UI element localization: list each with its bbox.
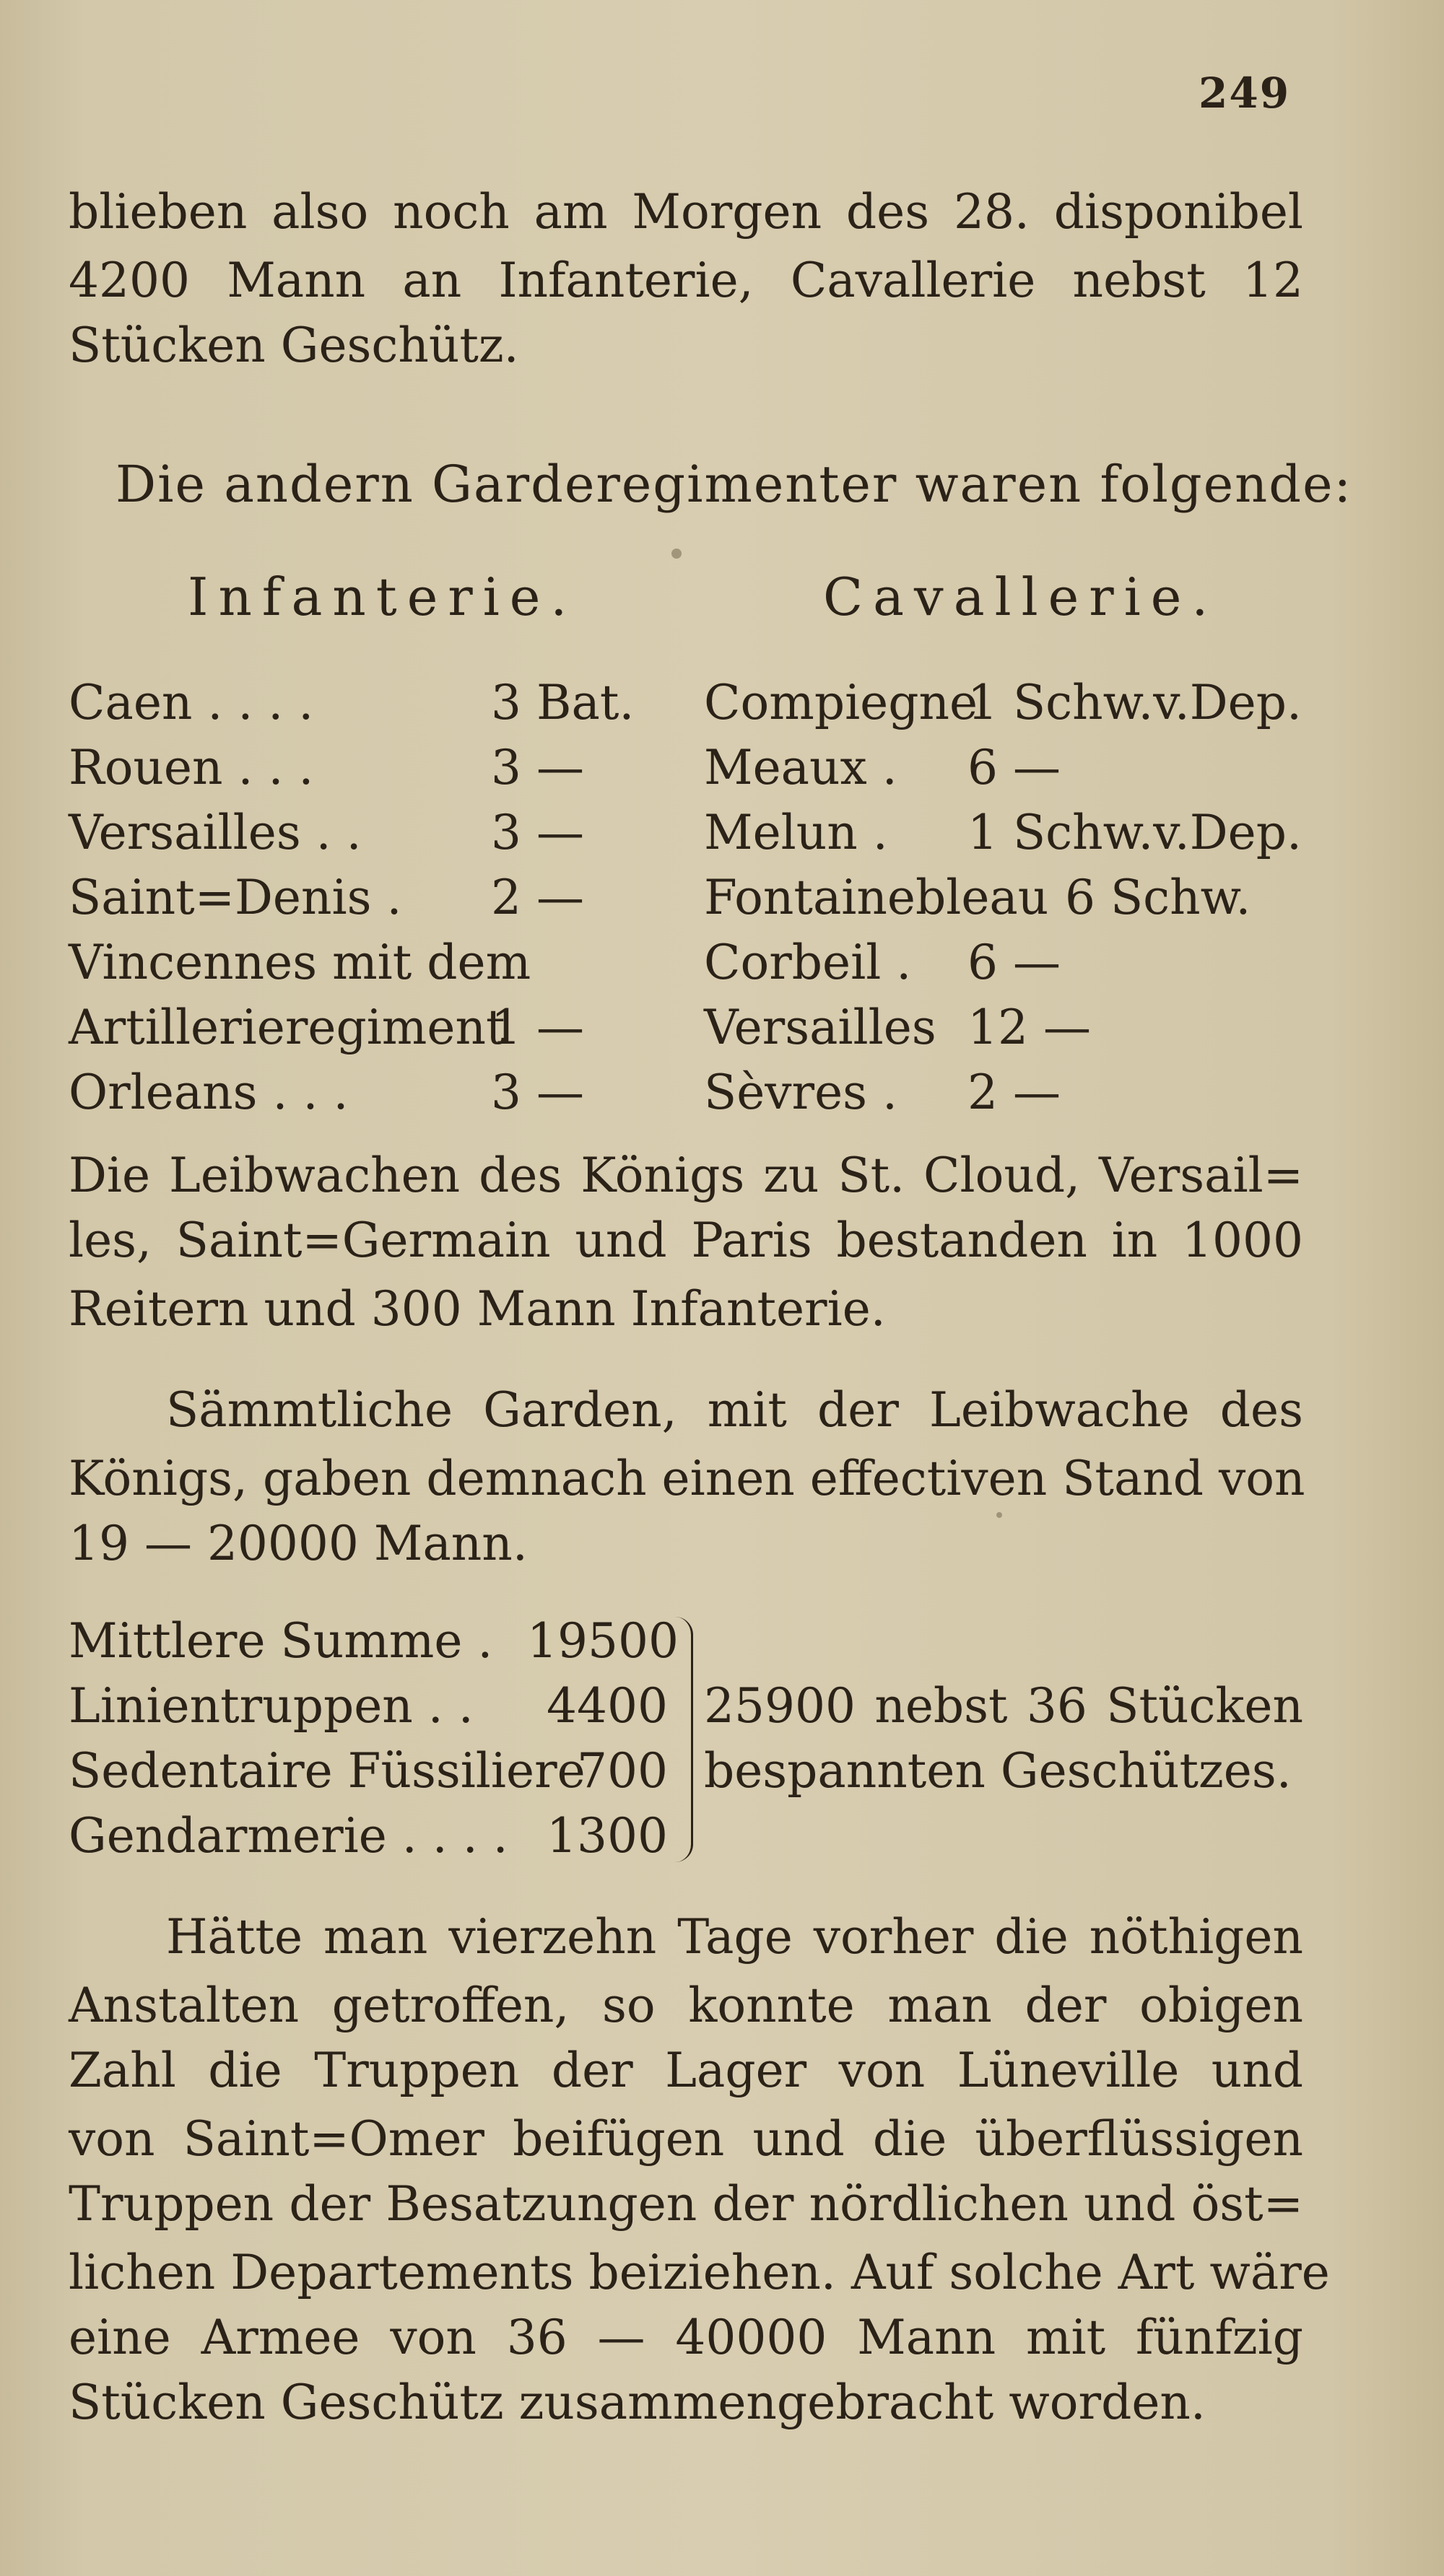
table-cell: Corbeil .	[704, 935, 912, 990]
table-cell: Meaux .	[704, 740, 897, 795]
table-cell: 1 Schw.v.Dep.	[967, 805, 1302, 860]
text-line: Zahl die Truppen der Lager von Lüneville und	[69, 2043, 1303, 2098]
table-cell: 2 —	[491, 870, 584, 925]
text-line: von Saint=Omer beifügen und die überflüssigen	[69, 2111, 1303, 2167]
text-line: Reitern und 300 Mann Infanterie.	[69, 1281, 886, 1337]
text-line: lichen Departements beiziehen. Auf solche Art wäre	[69, 2245, 1330, 2300]
text-line: Anstalten getroffen, so konnte man der obigen	[69, 1978, 1303, 2033]
page-number: 249	[1199, 69, 1291, 118]
text-line: Truppen der Besatzungen der nördlichen und öst=	[69, 2176, 1303, 2232]
column-header-cavallerie: Cavallerie.	[823, 567, 1219, 627]
text-line: eine Armee von 36 — 40000 Mann mit fünfzig	[69, 2310, 1303, 2365]
table-cell: 3 —	[491, 805, 584, 860]
text-line: Stücken Geschütz.	[69, 318, 519, 373]
text-line: 4200 Mann an Infanterie, Cavallerie nebst 12	[69, 253, 1303, 308]
table-cell: 1 Schw.v.Dep.	[967, 675, 1302, 730]
summary-total: 25900 nebst 36 Stücken	[704, 1678, 1303, 1734]
table-cell: 6 —	[967, 935, 1061, 990]
text-line: 19 — 20000 Mann.	[69, 1516, 528, 1571]
table-cell: Vincennes mit dem	[69, 935, 531, 990]
table-cell: 2 —	[967, 1065, 1061, 1120]
table-cell: 12 —	[967, 1000, 1091, 1055]
table-cell: Sèvres .	[704, 1065, 897, 1120]
table-cell: Versailles	[704, 1000, 936, 1055]
table-cell: Artillerieregiment	[69, 1000, 505, 1055]
text-line: blieben also noch am Morgen des 28. disponibel	[69, 184, 1303, 240]
summary-label: Gendarmerie . . . .	[69, 1808, 508, 1864]
table-cell: 6 Schw.	[1065, 870, 1251, 925]
table-cell: Saint=Denis .	[69, 870, 402, 925]
summary-value: 19500	[527, 1613, 679, 1669]
table-cell: Compiegne	[704, 675, 978, 730]
table-cell: 1 —	[491, 1000, 584, 1055]
curly-brace	[675, 1617, 693, 1862]
table-cell: Orleans . . .	[69, 1065, 349, 1120]
summary-label: Linientruppen . .	[69, 1678, 474, 1734]
summary-label: Mittlere Summe .	[69, 1613, 493, 1669]
paper-spot	[671, 549, 682, 559]
text-line: Die Leibwachen des Königs zu St. Cloud, Versail=	[69, 1148, 1303, 1203]
table-cell: 3 Bat.	[491, 675, 635, 730]
summary-value: 700	[577, 1743, 668, 1799]
paper-spot	[996, 1512, 1002, 1518]
section-heading: Die andern Garderegimenter waren folgende:	[116, 455, 1353, 514]
table-cell: Versailles . .	[69, 805, 362, 860]
text-line: les, Saint=Germain und Paris bestanden in 1000	[69, 1213, 1303, 1268]
text-line: Sämmtliche Garden, mit der Leibwache des	[166, 1382, 1303, 1438]
summary-label: Sedentaire Füssiliere	[69, 1743, 586, 1799]
table-cell: 3 —	[491, 740, 584, 795]
summary-total: bespannten Geschützes.	[704, 1743, 1292, 1799]
text-line: Königs, gaben demnach einen effectiven Stand von	[69, 1451, 1305, 1506]
text-line: Stücken Geschütz zusammengebracht worden.	[69, 2375, 1206, 2430]
table-cell: 6 —	[967, 740, 1061, 795]
text-line: Hätte man vierzehn Tage vorher die nöthigen	[166, 1909, 1303, 1965]
table-cell: 3 —	[491, 1065, 584, 1120]
table-cell: Fontainebleau	[704, 870, 1049, 925]
summary-value: 1300	[547, 1808, 668, 1864]
table-cell: Rouen . . .	[69, 740, 314, 795]
table-cell: Melun .	[704, 805, 888, 860]
summary-value: 4400	[547, 1678, 668, 1734]
column-header-infanterie: Infanterie.	[188, 567, 578, 627]
table-cell: Caen . . . .	[69, 675, 314, 730]
